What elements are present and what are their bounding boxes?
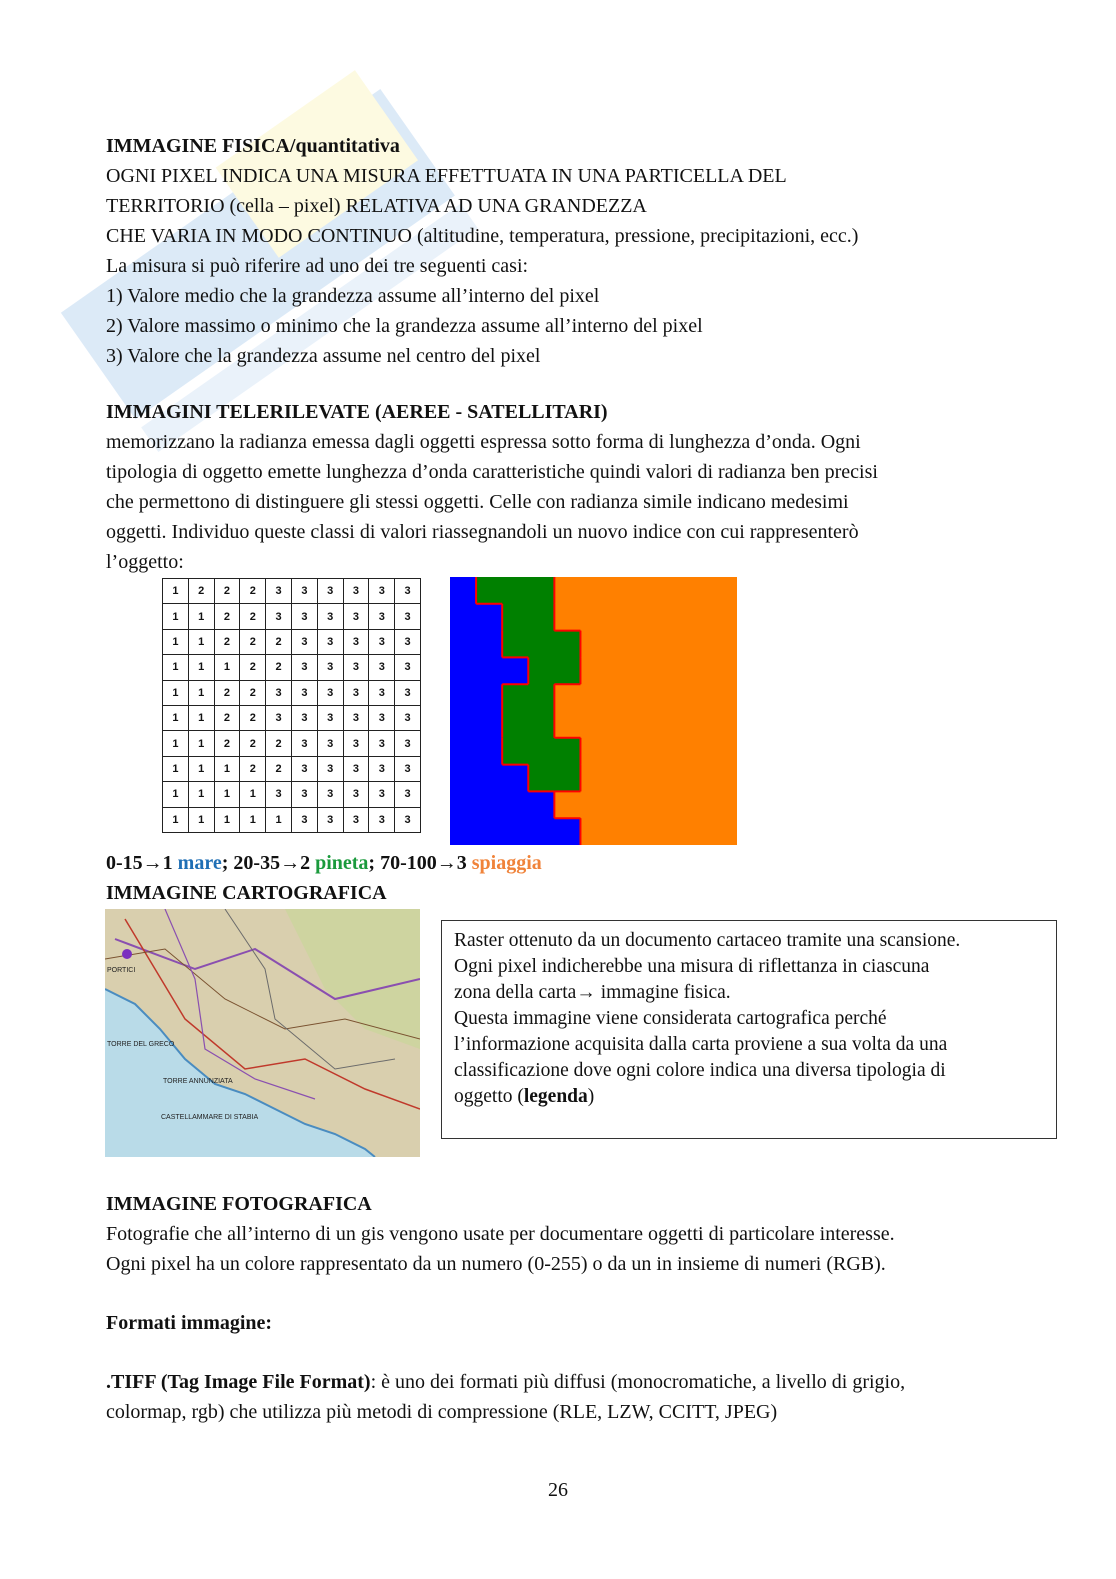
raster-cell [554, 577, 581, 604]
raster-cell [450, 738, 477, 765]
grid-cell: 3 [343, 655, 369, 680]
raster-cell [528, 684, 555, 711]
raster-cell [607, 738, 634, 765]
grid-cell: 1 [240, 807, 266, 832]
grid-cell: 3 [343, 680, 369, 705]
grid-cell: 3 [317, 756, 343, 781]
raster-cell [502, 684, 529, 711]
grid-cell: 3 [291, 579, 317, 604]
grid-cell: 1 [163, 705, 189, 730]
grid-cell: 3 [369, 629, 395, 654]
page-number: 26 [548, 1479, 568, 1501]
grid-cell: 2 [266, 756, 292, 781]
grid-cell: 2 [214, 680, 240, 705]
grid-cell: 2 [214, 629, 240, 654]
grid-cell: 3 [266, 604, 292, 629]
grid-cell: 3 [343, 731, 369, 756]
raster-cell [450, 711, 477, 738]
raster-cell [476, 791, 503, 818]
grid-cell: 3 [291, 655, 317, 680]
raster-cell [659, 684, 686, 711]
raster-cell [659, 631, 686, 658]
raster-cell [476, 604, 503, 631]
grid-cell: 2 [266, 731, 292, 756]
grid-cell: 3 [395, 655, 421, 680]
grid-cell: 3 [369, 579, 395, 604]
raster-cell [502, 657, 529, 684]
raster-cell [450, 818, 477, 845]
raster-cell [659, 818, 686, 845]
raster-cell [685, 657, 737, 684]
grid-cell: 3 [395, 782, 421, 807]
raster-cell [633, 791, 660, 818]
raster-cell [528, 631, 555, 658]
grid-cell: 3 [369, 705, 395, 730]
grid-cell: 3 [291, 756, 317, 781]
grid-cell: 3 [369, 756, 395, 781]
grid-cell: 1 [214, 655, 240, 680]
fisica-line: 2) Valore massimo o minimo che la grandezza assume all’interno del pixel [106, 315, 703, 337]
grid-cell: 2 [240, 604, 266, 629]
grid-cell: 3 [317, 655, 343, 680]
grid-cell: 3 [369, 782, 395, 807]
raster-cell [685, 577, 737, 604]
raster-cell [685, 684, 737, 711]
map-label: TORRE ANNUNZIATA [163, 1078, 233, 1085]
raster-cell [580, 738, 607, 765]
grid-cell: 2 [240, 579, 266, 604]
grid-row [163, 604, 421, 629]
telerilevate-line: memorizzano la radianza emessa dagli oggetti espressa sotto forma di lunghezza d’onda. Ogni [106, 431, 861, 453]
grid-cell: 1 [163, 731, 189, 756]
grid-cell: 2 [188, 579, 214, 604]
grid-cell: 3 [369, 604, 395, 629]
value-grid-table [162, 578, 421, 833]
box-line: l’informazione acquisita dalla carta proviene a sua volta da una [454, 1034, 948, 1055]
raster-cell [502, 577, 529, 604]
grid-cell: 3 [317, 731, 343, 756]
raster-cell [580, 657, 607, 684]
telerilevate-line: che permettono di distinguere gli stessi oggetti. Celle con radianza simile indicano medesimi [106, 491, 849, 513]
telerilevate-line: oggetti. Individuo queste classi di valori riassegnandoli un nuovo indice con cui rappresenterò [106, 521, 859, 543]
topographic-map-image [105, 909, 420, 1157]
grid-cell: 1 [163, 604, 189, 629]
heading-formati-immagine: Formati immagine: [106, 1312, 273, 1334]
raster-cell [659, 738, 686, 765]
grid-row [163, 680, 421, 705]
raster-cell [450, 631, 477, 658]
raster-cell [659, 711, 686, 738]
class-mare: mare [177, 852, 222, 874]
grid-cell: 1 [214, 782, 240, 807]
classification-legend: 0-15→1 mare; 20-35→2 pineta; 70-100→3 spiaggia [106, 852, 542, 874]
raster-cell [476, 765, 503, 792]
fisica-line: La misura si può riferire ad uno dei tre seguenti casi: [106, 255, 529, 277]
raster-cell [554, 738, 581, 765]
grid-cell: 2 [240, 629, 266, 654]
grid-cell: 3 [291, 807, 317, 832]
map-label: CASTELLAMMARE DI STABIA [161, 1114, 259, 1121]
raster-cell [659, 577, 686, 604]
grid-cell: 3 [291, 680, 317, 705]
raster-cell [580, 631, 607, 658]
section-cartografica [106, 878, 1006, 908]
grid-cell: 3 [343, 756, 369, 781]
cartografica-description-box [441, 920, 1057, 1139]
raster-cell [607, 818, 634, 845]
raster-cell [580, 711, 607, 738]
raster-cell [554, 818, 581, 845]
grid-cell: 2 [240, 731, 266, 756]
raster-cell [502, 791, 529, 818]
grid-cell: 1 [188, 705, 214, 730]
raster-cell [554, 765, 581, 792]
fotografica-line: Fotografie che all’interno di un gis vengono usate per documentare oggetti di particolare interesse. [106, 1223, 895, 1245]
classified-raster-image [450, 577, 737, 845]
heading-immagine-cartografica: IMMAGINE CARTOGRAFICA [106, 882, 387, 904]
section-fotografica [106, 1189, 1006, 1279]
raster-cell [580, 577, 607, 604]
grid-cell: 1 [188, 782, 214, 807]
heading-immagini-telerilevate: IMMAGINI TELERILEVATE (AEREE - SATELLITARI) [106, 401, 608, 423]
map-label: TORRE DEL GRECO [107, 1041, 175, 1048]
raster-cell [528, 657, 555, 684]
grid-cell: 3 [369, 807, 395, 832]
grid-cell: 2 [266, 629, 292, 654]
raster-cell [633, 818, 660, 845]
grid-cell: 3 [369, 680, 395, 705]
grid-cell: 1 [163, 680, 189, 705]
raster-cell [476, 631, 503, 658]
grid-cell: 2 [240, 756, 266, 781]
grid-cell: 1 [163, 629, 189, 654]
box-line: Ogni pixel indicherebbe una misura di riflettanza in ciascuna [454, 956, 930, 977]
raster-cell [607, 711, 634, 738]
grid-cell: 3 [395, 629, 421, 654]
raster-cell [633, 765, 660, 792]
raster-cell [607, 577, 634, 604]
grid-cell: 3 [395, 680, 421, 705]
grid-cell: 2 [240, 655, 266, 680]
raster-cell [607, 684, 634, 711]
grid-cell: 1 [188, 604, 214, 629]
box-line: classificazione dove ogni colore indica una diversa tipologia di [454, 1060, 946, 1081]
grid-cell: 1 [214, 756, 240, 781]
raster-cell [476, 711, 503, 738]
grid-cell: 3 [343, 782, 369, 807]
raster-cell [633, 604, 660, 631]
raster-cell [633, 738, 660, 765]
grid-cell: 3 [291, 604, 317, 629]
raster-cell [476, 577, 503, 604]
raster-cell [554, 711, 581, 738]
grid-cell: 2 [266, 655, 292, 680]
raster-cell [502, 818, 529, 845]
grid-cell: 2 [240, 680, 266, 705]
telerilevate-line: l’oggetto: [106, 551, 184, 573]
fisica-line: CHE VARIA IN MODO CONTINUO (altitudine, temperatura, pressione, precipitazioni, ecc.) [106, 225, 859, 247]
raster-cell [607, 791, 634, 818]
raster-cell [502, 738, 529, 765]
grid-cell: 3 [317, 705, 343, 730]
grid-cell: 3 [395, 579, 421, 604]
grid-cell: 1 [188, 680, 214, 705]
raster-cell [685, 604, 737, 631]
grid-cell: 3 [266, 680, 292, 705]
raster-cell [502, 765, 529, 792]
raster-cell [633, 577, 660, 604]
grid-cell: 2 [214, 604, 240, 629]
grid-cell: 3 [266, 579, 292, 604]
raster-cell [607, 765, 634, 792]
raster-cell [685, 818, 737, 845]
grid-cell: 3 [291, 629, 317, 654]
grid-cell: 3 [395, 731, 421, 756]
grid-cell: 3 [395, 604, 421, 629]
class-spiaggia: spiaggia [471, 852, 542, 874]
raster-cell [450, 604, 477, 631]
raster-cell [580, 765, 607, 792]
raster-cell [450, 765, 477, 792]
grid-cell: 1 [214, 807, 240, 832]
grid-cell: 3 [343, 604, 369, 629]
raster-cell [476, 738, 503, 765]
raster-cell [528, 765, 555, 792]
tiff-line-2: colormap, rgb) che utilizza più metodi di compressione (RLE, LZW, CCITT, JPEG) [106, 1401, 778, 1423]
raster-cell [450, 577, 477, 604]
grid-cell: 3 [395, 756, 421, 781]
raster-cell [685, 631, 737, 658]
tiff-paragraph [106, 1367, 1006, 1427]
raster-cell [554, 657, 581, 684]
grid-cell: 1 [266, 807, 292, 832]
grid-cell: 2 [214, 579, 240, 604]
grid-cell: 1 [163, 579, 189, 604]
raster-cell [450, 791, 477, 818]
grid-cell: 1 [163, 655, 189, 680]
fisica-line: TERRITORIO (cella – pixel) RELATIVA AD UNA GRANDEZZA [106, 195, 647, 217]
raster-cell [476, 657, 503, 684]
raster-cell [685, 738, 737, 765]
grid-cell: 3 [343, 705, 369, 730]
grid-row [163, 782, 421, 807]
raster-cell [659, 791, 686, 818]
grid-cell: 3 [291, 705, 317, 730]
grid-cell: 2 [214, 705, 240, 730]
grid-cell: 3 [369, 655, 395, 680]
heading-immagine-fisica: IMMAGINE FISICA/quantitativa [106, 135, 400, 157]
section-telerilevate [106, 397, 1006, 577]
raster-cell [580, 791, 607, 818]
raster-cell [502, 604, 529, 631]
section-formati [106, 1308, 1006, 1338]
raster-cell [633, 657, 660, 684]
grid-cell: 3 [266, 782, 292, 807]
raster-cell [685, 765, 737, 792]
grid-cell: 1 [188, 655, 214, 680]
grid-cell: 3 [266, 705, 292, 730]
grid-row [163, 655, 421, 680]
heading-immagine-fotografica: IMMAGINE FOTOGRAFICA [106, 1193, 372, 1215]
raster-cell [659, 765, 686, 792]
raster-cell [476, 818, 503, 845]
grid-cell: 3 [317, 807, 343, 832]
raster-cell [502, 711, 529, 738]
grid-cell: 3 [317, 782, 343, 807]
grid-cell: 3 [395, 705, 421, 730]
grid-cell: 3 [317, 629, 343, 654]
grid-row [163, 579, 421, 604]
grid-row [163, 629, 421, 654]
map-label: PORTICI [107, 967, 136, 974]
grid-cell: 3 [369, 731, 395, 756]
tiff-term: .TIFF (Tag Image File Format) [106, 1371, 371, 1393]
raster-cell [607, 604, 634, 631]
raster-cell [607, 631, 634, 658]
raster-cell [633, 711, 660, 738]
grid-cell: 3 [291, 782, 317, 807]
raster-cell [607, 657, 634, 684]
grid-row [163, 807, 421, 832]
raster-cell [502, 631, 529, 658]
raster-cell [633, 684, 660, 711]
box-line: Questa immagine viene considerata cartografica perché [454, 1008, 887, 1029]
raster-cell [633, 631, 660, 658]
raster-cell [659, 657, 686, 684]
grid-cell: 1 [240, 782, 266, 807]
raster-cell [528, 604, 555, 631]
raster-cell [554, 604, 581, 631]
range-3: 70-100→3 [380, 852, 467, 874]
raster-cell [554, 684, 581, 711]
grid-cell: 3 [343, 629, 369, 654]
raster-cell [580, 684, 607, 711]
raster-cell [554, 631, 581, 658]
grid-cell: 3 [343, 579, 369, 604]
grid-cell: 3 [317, 604, 343, 629]
grid-row [163, 705, 421, 730]
raster-cell [450, 684, 477, 711]
grid-cell: 3 [343, 807, 369, 832]
fisica-line: 3) Valore che la grandezza assume nel centro del pixel [106, 345, 541, 367]
fisica-line: 1) Valore medio che la grandezza assume all’interno del pixel [106, 285, 600, 307]
fisica-line: OGNI PIXEL INDICA UNA MISURA EFFETTUATA IN UNA PARTICELLA DEL [106, 165, 787, 187]
raster-cell [450, 657, 477, 684]
raster-cell [476, 684, 503, 711]
grid-cell: 3 [395, 807, 421, 832]
raster-cell [580, 604, 607, 631]
grid-cell: 1 [188, 756, 214, 781]
grid-cell: 3 [317, 680, 343, 705]
class-pineta: pineta [315, 852, 369, 874]
raster-cell [528, 738, 555, 765]
grid-cell: 1 [163, 807, 189, 832]
raster-cell [528, 818, 555, 845]
raster-cell [528, 711, 555, 738]
box-line-last: oggetto (legenda) [454, 1086, 595, 1107]
grid-cell: 3 [291, 731, 317, 756]
grid-row [163, 731, 421, 756]
grid-cell: 3 [317, 579, 343, 604]
fotografica-line: Ogni pixel ha un colore rappresentato da un numero (0-255) o da un in insieme di numeri (RGB). [106, 1253, 886, 1275]
legenda-term: legenda [523, 1086, 588, 1107]
range-2: 20-35→2 [233, 852, 311, 874]
grid-row [163, 756, 421, 781]
box-line: zona della carta→ immagine fisica. [454, 982, 731, 1003]
raster-cell [528, 791, 555, 818]
grid-cell: 1 [188, 731, 214, 756]
raster-cell [685, 791, 737, 818]
section-fisica [106, 131, 1006, 371]
grid-cell: 1 [163, 756, 189, 781]
raster-cell [580, 818, 607, 845]
telerilevate-line: tipologia di oggetto emette lunghezza d’onda caratteristiche quindi valori di radianza ben precisi [106, 461, 878, 483]
grid-cell: 2 [240, 705, 266, 730]
grid-cell: 1 [188, 629, 214, 654]
grid-cell: 1 [163, 782, 189, 807]
raster-cell [554, 791, 581, 818]
raster-cell [528, 577, 555, 604]
grid-cell: 1 [188, 807, 214, 832]
range-1: 0-15→1 [106, 852, 173, 874]
grid-cell: 2 [214, 731, 240, 756]
box-line: Raster ottenuto da un documento cartaceo tramite una scansione. [454, 930, 961, 951]
tiff-line-1: .TIFF (Tag Image File Format): è uno dei formati più diffusi (monocromatiche, a livello di grigio, [106, 1371, 906, 1393]
raster-cell [659, 604, 686, 631]
raster-cell [685, 711, 737, 738]
